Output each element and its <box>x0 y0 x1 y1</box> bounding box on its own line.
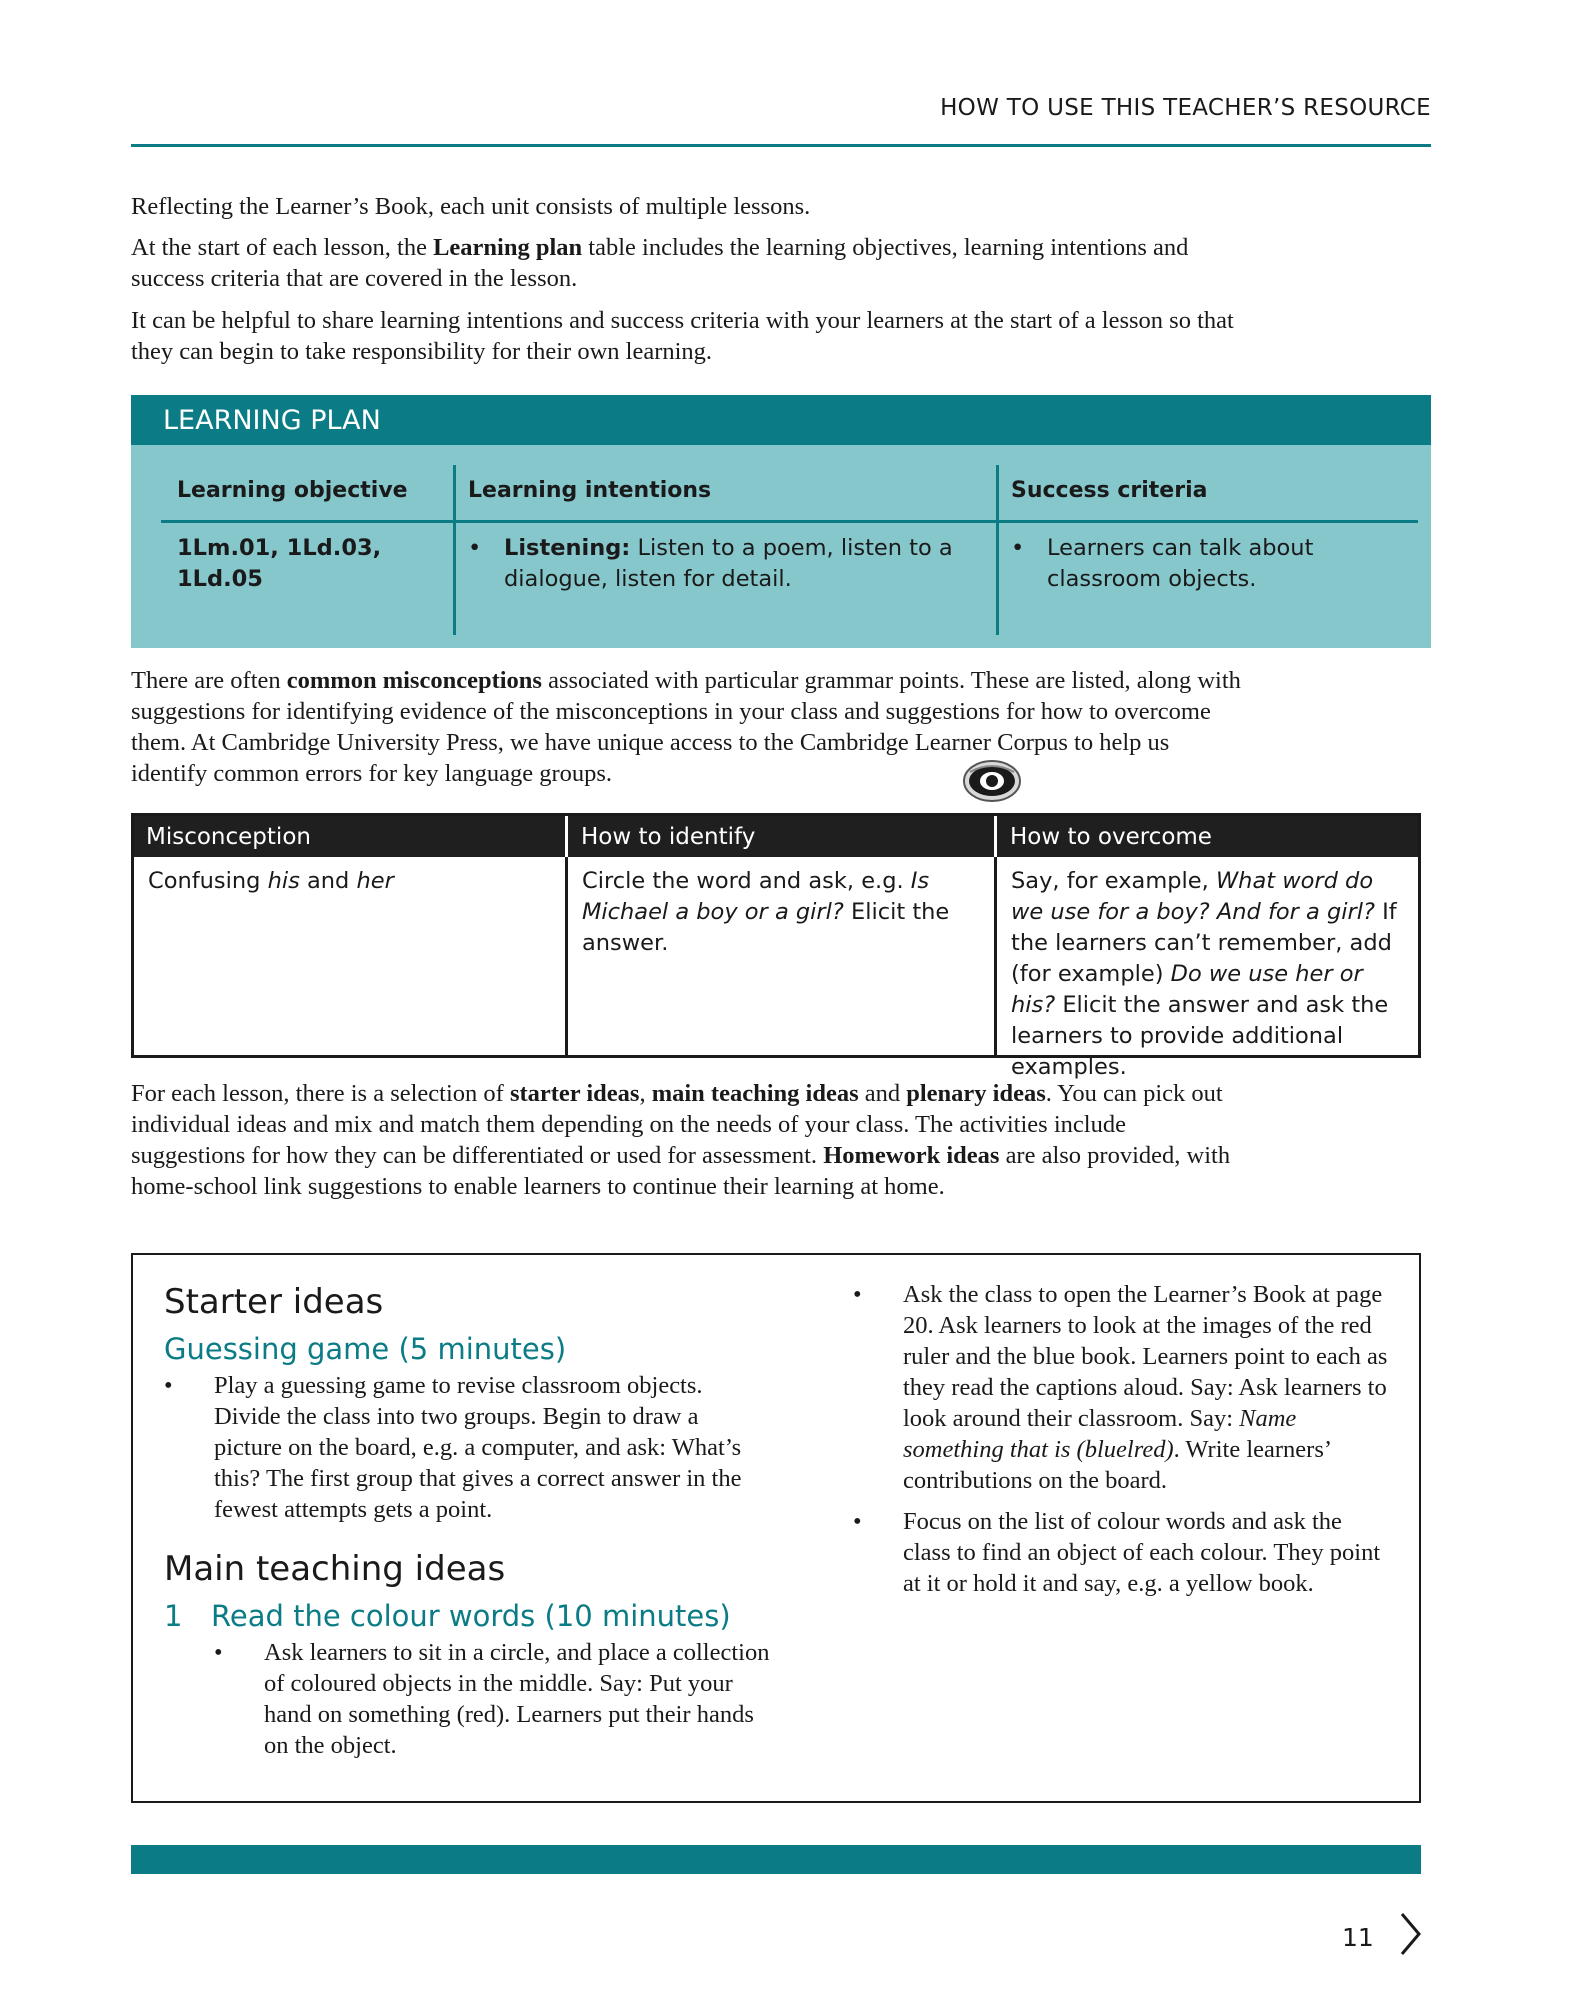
criteria-header: Success criteria <box>1011 478 1208 503</box>
overcome-column <box>994 816 1418 1080</box>
identify-cell: Circle the word and ask, e.g. Is Michael a boy or a girl? Elicit the answer. <box>582 868 950 956</box>
eye-icon <box>962 758 1022 804</box>
ideas-paragraph: For each lesson, there is a selection of starter ideas, main teaching ideas and plenary ideas. You can pick out individual ideas and mix and match them depending on the needs of your class. The activities include suggestions for how they can be differentiated or used for assessment. Homework ideas are also provided, with home-school link suggestions to enable learners to continue their learning at home. <box>131 1080 1231 1200</box>
main-teaching-subheading: 1 Read the colour words (10 minutes) <box>164 1599 731 1633</box>
right-bullet-2: • Focus on the list of colour words and ask the class to find an object of each colour. They point at it or hold it and say, e.g. a yellow book. <box>853 1508 1381 1597</box>
starter-bullet: • Play a guessing game to revise classroom objects. Divide the class into two groups. Begin to draw a picture on the board, e.g. a computer, and ask: What’s this? The first group that gives a correct answer in the fewest attempts gets a point. <box>164 1372 742 1523</box>
criteria-column <box>996 465 1418 635</box>
misconception-table <box>131 813 1421 1080</box>
learning-plan-heading: LEARNING PLAN <box>131 395 1431 445</box>
running-header: HOW TO USE THIS TEACHER’S RESOURCE <box>940 95 1431 121</box>
header-rule <box>131 144 1431 147</box>
intentions-header: Learning intentions <box>468 478 712 503</box>
misconception-cell: Confusing his and her <box>148 868 394 894</box>
starter-subheading: Guessing game (5 minutes) <box>164 1332 567 1366</box>
objective-column <box>161 465 453 635</box>
main-teaching-bullet: • Ask learners to sit in a circle, and place a collection of coloured objects in the middle. Say: Put your hand on something (red). Learners put their hands on the object. <box>214 1639 770 1759</box>
chevron-right-icon[interactable] <box>1398 1912 1422 1956</box>
criteria-value: • Learners can talk about classroom objects. <box>1011 535 1314 592</box>
starter-heading: Starter ideas <box>164 1282 384 1322</box>
overcome-cell: Say, for example, What word do we use for a boy? And for a girl? If the learners can’t remember, add (for example) Do we use her or his? Elicit the answer and ask the learners to provide additional examples. <box>1011 868 1397 1080</box>
main-teaching-heading: Main teaching ideas <box>164 1549 506 1589</box>
footer-bar <box>131 1845 1421 1874</box>
objective-value: 1Lm.01, 1Ld.03, 1Ld.05 <box>177 535 382 592</box>
intro-paragraph-1: Reflecting the Learner’s Book, each unit consists of multiple lessons. <box>131 193 811 220</box>
intro-paragraph-3: It can be helpful to share learning intentions and success criteria with your learners at the start of a lesson so that they can begin to take responsibility for their own learning. <box>131 307 1234 365</box>
ideas-box <box>131 1253 1421 1803</box>
right-bullet-1: • Ask the class to open the Learner’s Book at page 20. Ask learners to look at the images of the red ruler and the blue book. Learners point to each as they read the captions aloud. Say: Ask learners to look around their classroom. Say: Name something that is (bluelred). Write learners’ contributions on the board. <box>853 1281 1388 1494</box>
objective-header: Learning objective <box>177 478 408 503</box>
learning-plan-table <box>131 395 1431 648</box>
misconceptions-paragraph: There are often common misconceptions associated with particular grammar points. These are listed, along with suggestions for identifying evidence of the misconceptions in your class and suggestions for how to overcome them. At Cambridge University Press, we have unique access to the Cambridge Learner Corpus to help us identify common errors for key language groups. <box>131 667 1241 787</box>
misconception-header: Misconception <box>146 824 311 850</box>
identify-column <box>565 816 994 1055</box>
overcome-header: How to overcome <box>994 816 1418 857</box>
identify-header: How to identify <box>565 816 994 857</box>
intentions-value: • Listening: Listen to a poem, listen to a dialogue, listen for detail. <box>468 535 953 592</box>
misconception-column <box>134 816 565 1055</box>
ideas-right-column <box>853 1279 1393 1599</box>
page-number: 11 <box>1342 1923 1374 1952</box>
ideas-left-column <box>164 1255 770 1761</box>
intro-paragraph-2: At the start of each lesson, the Learning plan table includes the learning objectives, learning intentions and success criteria that are covered in the lesson. <box>131 234 1189 292</box>
intentions-column <box>453 465 996 635</box>
